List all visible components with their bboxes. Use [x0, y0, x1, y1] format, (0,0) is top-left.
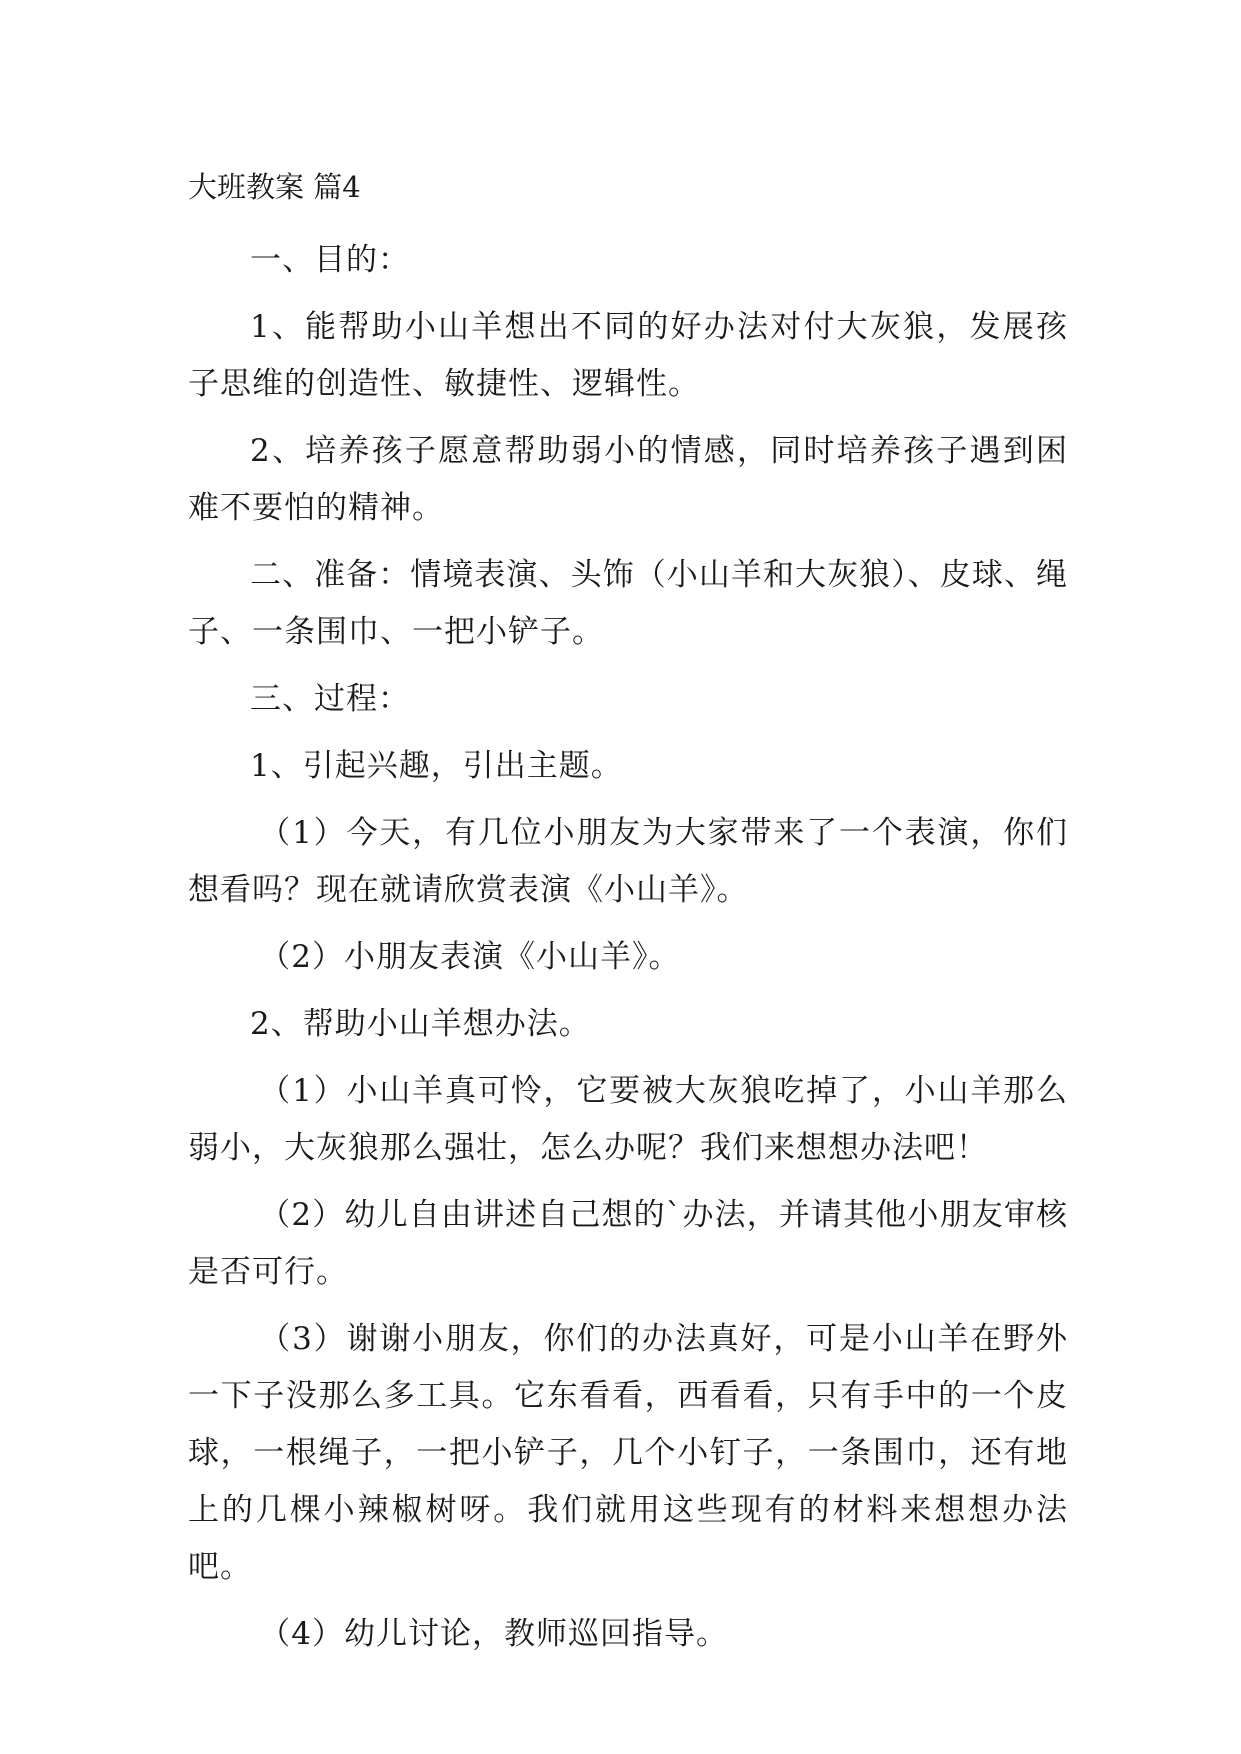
- section-heading-objectives: 一、目的：: [250, 242, 410, 278]
- process-step-2-item-3: （3）谢谢小朋友，你们的办法真好，可是小山羊在野外一下子没那么多工具。它东看看，西看看，只有手中的一个皮球，一根绳子，一把小铲子，几个小钉子，一条围巾，还有地上的几棵小辣椒树呀。我们就用这些现有的材料来想想办法吧。: [188, 1321, 1068, 1585]
- process-step-1: 1、引起兴趣，引出主题。: [250, 748, 623, 784]
- section-heading-process: 三、过程：: [250, 681, 410, 717]
- process-step-1-item-1: （1）今天，有几位小朋友为大家带来了一个表演，你们想看吗？现在就请欣赏表演《小山羊》。: [188, 815, 1068, 908]
- section-heading-preparation: 二、准备：情境表演、头饰（小山羊和大灰狼）、皮球、绳子、一条围巾、一把小铲子。: [188, 557, 1068, 650]
- process-step-2-item-2: （2）幼儿自由讲述自己想的`办法，并请其他小朋友审核是否可行。: [188, 1197, 1068, 1290]
- document-title: 大班教案 篇4: [188, 170, 361, 204]
- process-step-2: 2、帮助小山羊想办法。: [250, 1006, 591, 1042]
- process-step-2-item-4: （4）幼儿讨论，教师巡回指导。: [259, 1616, 729, 1652]
- objective-paragraph-2: 2、培养孩子愿意帮助弱小的情感，同时培养孩子遇到困难不要怕的精神。: [188, 433, 1068, 526]
- objective-paragraph-1: 1、能帮助小山羊想出不同的好办法对付大灰狼，发展孩子思维的创造性、敏捷性、逻辑性。: [188, 309, 1068, 402]
- process-step-2-item-1: （1）小山羊真可怜，它要被大灰狼吃掉了，小山羊那么弱小，大灰狼那么强壮，怎么办呢？我们来想想办法吧！: [188, 1073, 1068, 1166]
- document-body: [188, 232, 1068, 1673]
- process-step-1-item-2: （2）小朋友表演《小山羊》。: [259, 939, 681, 975]
